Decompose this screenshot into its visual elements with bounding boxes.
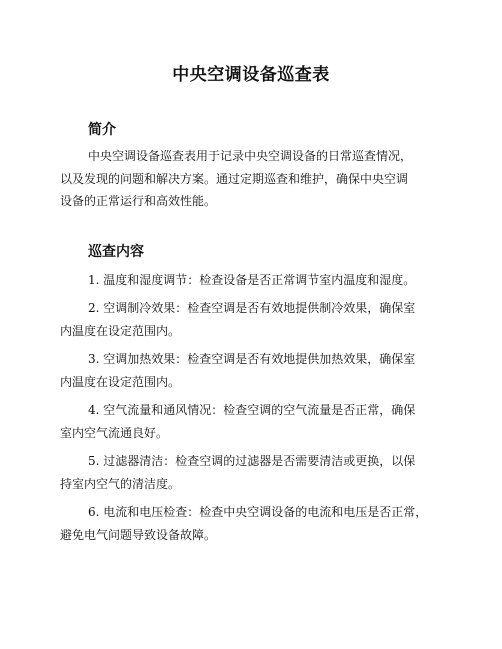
- inspection-heading: 巡查内容: [88, 244, 144, 260]
- inspection-item-6: [60, 501, 460, 546]
- inspection-item-line: 1. 温度和湿度调节：检查设备是否正常调节室内温度和湿度。: [88, 273, 416, 287]
- inspection-item-3: [60, 348, 460, 393]
- inspection-item-line: 6. 电流和电压检查：检查中央空调设备的电流和电压是否正常，: [88, 505, 428, 519]
- inspection-item-line: 持室内空气的清洁度。: [60, 476, 181, 491]
- document-title: 中央空调设备巡查表: [172, 65, 330, 85]
- inspection-item-line: 室内空气流通良好。: [60, 425, 169, 440]
- inspection-item-1: [60, 269, 460, 292]
- inspection-item-line: 2. 空调制冷效果：检查空调是否有效地提供制冷效果，确保室: [88, 301, 416, 315]
- intro-line: 设备的正常运行和高效性能。: [60, 194, 217, 208]
- inspection-item-line: 5. 过滤器清洁：检查空调的过滤器是否需要清洁或更换，以保: [88, 454, 416, 468]
- inspection-item-line: 4. 空气流量和通风情况：检查空调的空气流量是否正常，确保: [88, 403, 416, 417]
- intro-heading: 简介: [88, 122, 116, 138]
- inspection-item-line: 3. 空调加热效果：检查空调是否有效地提供加热效果，确保室: [88, 352, 416, 366]
- inspection-item-5: [60, 450, 460, 495]
- inspection-item-line: 内温度在设定范围内。: [60, 323, 181, 338]
- inspection-item-line: 避免电气问题导致设备故障。: [60, 527, 217, 542]
- intro-line: 中央空调设备巡查表用于记录中央空调设备的日常巡查情况，: [88, 149, 413, 163]
- inspection-item-2: [60, 297, 460, 342]
- inspection-item-4: [60, 399, 460, 444]
- inspection-item-line: 内温度在设定范围内。: [60, 374, 181, 389]
- intro-line: 以及发现的问题和解决方案。通过定期巡查和维护，确保中央空调: [60, 171, 409, 186]
- intro-paragraph: [60, 145, 460, 213]
